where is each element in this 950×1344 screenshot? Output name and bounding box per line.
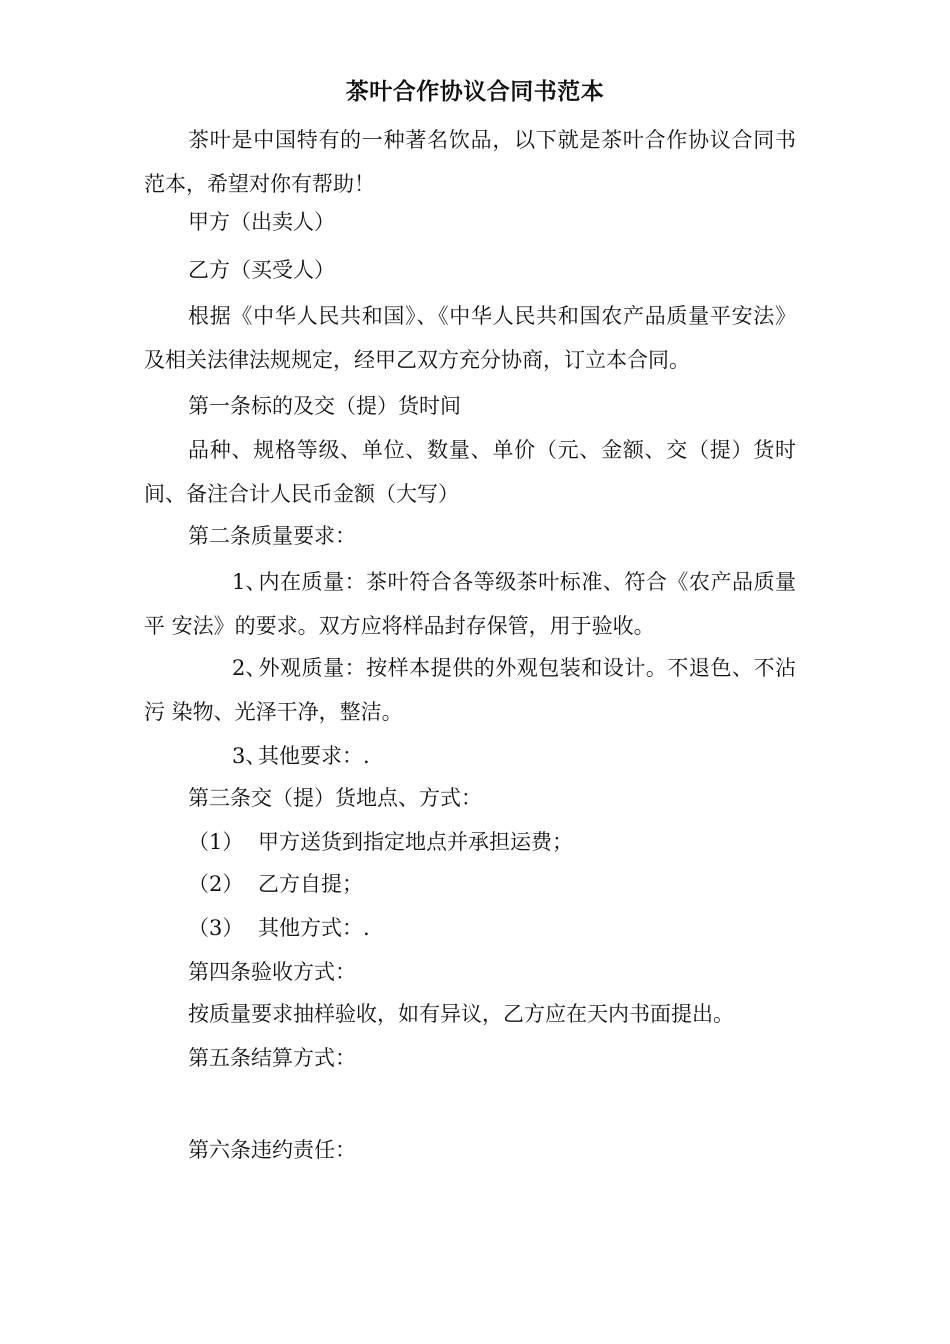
party-b: 乙方（买受人） bbox=[188, 258, 335, 282]
article-2-item-2 bbox=[144, 646, 796, 734]
list-number: （3） bbox=[188, 916, 244, 940]
document-title: 茶叶合作协议合同书范本 bbox=[345, 78, 605, 105]
article-4-title: 第四条验收方式： bbox=[188, 960, 356, 984]
basis-paragraph: 根据《中华人民共和国》、《中华人民共和国农产品质量平安法》及相关法律法规规定，经甲乙双方充分协商，订立本合同。 bbox=[144, 304, 796, 372]
list-number: 3、 bbox=[232, 744, 267, 768]
article-2-item-1 bbox=[144, 560, 796, 648]
article-1-title: 第一条标的及交（提）货时间 bbox=[188, 394, 461, 418]
list-number: （2） bbox=[188, 872, 244, 896]
list-text: 外观质量：按样本提供的外观包装和设计。不退色、不沾污 染物、光泽干净，整洁。 bbox=[144, 656, 796, 724]
list-number: （1） bbox=[188, 830, 244, 854]
list-text: 乙方自提； bbox=[258, 872, 363, 896]
list-number: 1、 bbox=[232, 570, 267, 594]
article-5-title: 第五条结算方式： bbox=[188, 1046, 356, 1070]
list-text: 甲方送货到指定地点并承担运费； bbox=[258, 830, 573, 854]
article-4-body: 按质量要求抽样验收，如有异议，乙方应在天内书面提出。 bbox=[188, 1002, 734, 1026]
article-3-item-1 bbox=[188, 826, 573, 858]
party-a: 甲方（出卖人） bbox=[188, 210, 335, 234]
article-2-title: 第二条质量要求： bbox=[188, 524, 356, 548]
article-6-title: 第六条违约责任： bbox=[188, 1138, 356, 1162]
article-3-item-2 bbox=[188, 868, 363, 900]
list-text: 内在质量：茶叶符合各等级茶叶标准、符合《农产品质量平 安法》的要求。双方应将样品封存保管，用于验收。 bbox=[144, 570, 796, 638]
list-text: 其他要求：. bbox=[258, 744, 370, 768]
article-2-item-3 bbox=[144, 740, 370, 772]
article-3-item-3 bbox=[188, 912, 370, 944]
list-text: 其他方式：. bbox=[258, 916, 370, 940]
intro-paragraph: 茶叶是中国特有的一种著名饮品，以下就是茶叶合作协议合同书范本，希望对你有帮助！ bbox=[144, 128, 796, 196]
article-1-body: 品种、规格等级、单位、数量、单价（元、金额、交（提）货时 间、备注合计人民币金额（大写） bbox=[144, 438, 796, 506]
article-3-title: 第三条交（提）货地点、方式： bbox=[188, 786, 482, 810]
list-number: 2、 bbox=[232, 656, 267, 680]
